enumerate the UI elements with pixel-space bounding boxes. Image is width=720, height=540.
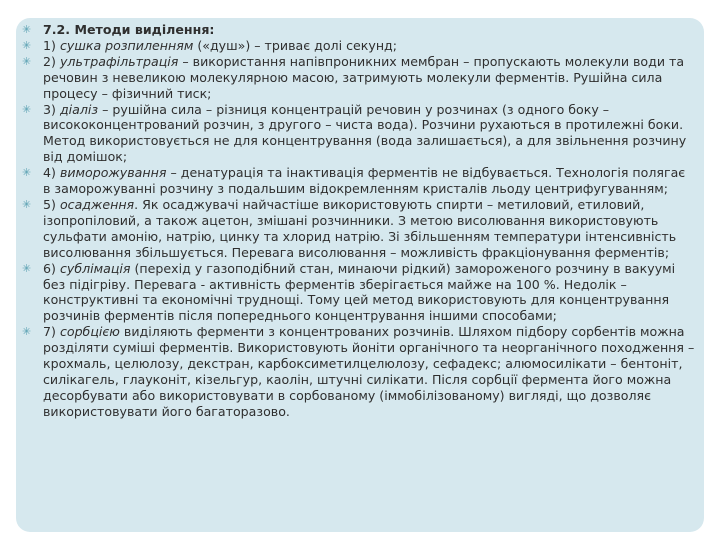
method-term: осадження [59,196,135,212]
snowflake-icon: ✳ [22,325,32,339]
list-item [22,102,696,166]
snowflake-icon: ✳ [22,23,32,36]
method-description: – використання напівпроникних мембран – пропускають молекули води та речовин з невеликою молекулярною масою, затримують молекули ферментів. Рушійна сила процесу – фізичний тиск; [43,53,685,101]
method-term: ультрафільтрація [59,53,179,69]
item-number: 6) [43,260,60,276]
snowflake-icon: ✳ [22,261,32,275]
list-item [22,197,696,261]
snowflake-icon: ✳ [22,38,32,52]
snowflake-icon: ✳ [22,197,32,211]
snowflake-icon: ✳ [22,102,32,116]
list-item [22,261,696,325]
snowflake-icon: ✳ [22,54,32,68]
method-description: – денатурація та інактивація ферментів не відбувається. Технологія полягає в заморожуванні розчину з подальшим відокремленням кристалів льоду центрифугуванням; [43,165,686,197]
list-item [22,22,696,38]
item-number: 2) [43,53,60,69]
method-description: («душ») – триває долі секунд; [193,37,398,53]
item-number: 5) [43,196,60,212]
method-term: виморожування [59,165,167,181]
item-number: 1) [43,37,60,53]
list-item [22,165,696,197]
item-number: 7) [43,324,60,340]
method-description: виділяють ферменти з концентрованих розчинів. Шляхом підбору сорбентів можна розділяти суміші ферментів. Використовують йоніти органічного та неорганічного походження – крохмаль, целюлозу, декстран, карбоксиметилцелюлозу, сефадекс; алюмосилікати – бентоніт, силікагель, глауконіт, кізельгур, каолін, штучні силікати. Після сорбції фермента його можна десорбувати або використовувати в сорбованому (іммобілізованому) вигляді, що дозволяє використовувати його багаторазово. [43,324,695,419]
list-item [22,54,696,102]
item-number: 4) [43,165,60,181]
list-item [22,324,696,419]
method-description: – рушійна сила – різниця концентрацій речовин у розчинах (з одного боку – висококонцентрований розчин, з другого – чиста вода). Розчини рухаються в протилежні боки. Метод використовується не для концентрування (вода залишається), а для звільнення розчину від домішок; [43,101,687,165]
method-term: діаліз [59,101,99,117]
list-item [22,38,696,54]
section-heading: 7.2. Методи виділення: [43,22,215,37]
item-number: 3) [43,101,60,117]
method-description: (перехід у газоподібний стан, минаючи рідкий) замороженого розчину в вакуумі без підігріву. Перевага - активність ферментів зберігається майже на 100 %. Недолік – конструктивні та економічні труднощі. Тому цей метод використовують для концентрування розчинів ферментів після попереднього концентрування іншими способами; [43,260,676,324]
bullet-list [22,22,696,420]
method-term: сорбцією [59,324,120,340]
snowflake-icon: ✳ [22,166,32,180]
method-term: сублімація [59,260,131,276]
method-term: сушка розпиленням [59,37,194,53]
method-description: . Як осаджувачі найчастіше використовують спирти – метиловий, етиловий, ізопропіловий, а також ацетон, змішані розчинники. З метою висолювання використовують сульфати амонію, натрію, цинку та хлорид натрію. Зі збільшенням температури інтенсивність висолювання збільшується. Перевага висолювання – можливість фракціонування ферментів; [43,196,677,260]
